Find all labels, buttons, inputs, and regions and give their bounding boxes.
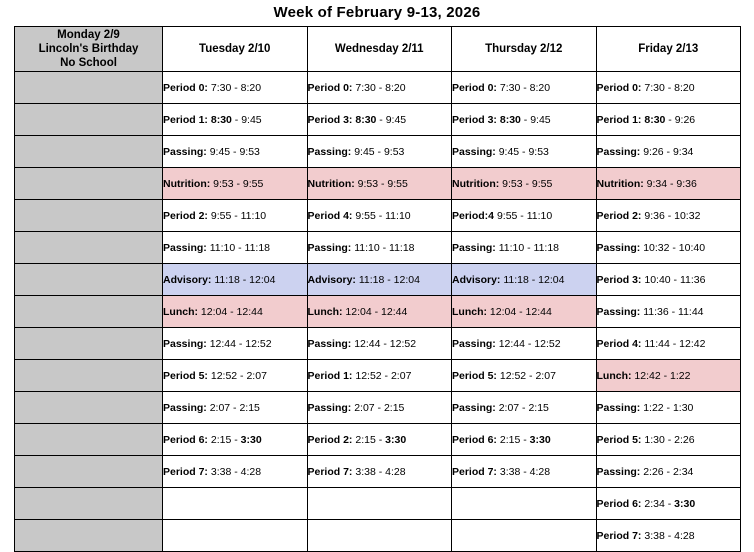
cell-label: Period:4: [452, 209, 497, 222]
cell-time: 10:40 - 11:36: [644, 273, 706, 286]
schedule-cell-monday: [15, 168, 163, 200]
cell-label: Lunch:: [307, 305, 346, 318]
cell-time: 2:15 - 3:30: [210, 433, 262, 446]
schedule-cell-wednesday: [307, 488, 452, 520]
schedule-cell-monday: [15, 424, 163, 456]
schedule-cell-monday: [15, 328, 163, 360]
cell-label: Lunch:: [452, 305, 490, 318]
table-row: [15, 168, 741, 200]
cell-label: Period 0:: [307, 81, 356, 94]
schedule-cell-friday: [596, 232, 741, 264]
table-row: [15, 296, 741, 328]
schedule-cell-friday: [596, 264, 741, 296]
cell-time: 12:44 - 12:52: [209, 337, 272, 350]
cell-label: Passing:: [596, 145, 644, 158]
schedule-cell-tuesday: [163, 328, 308, 360]
cell-time: 3:38 - 4:28: [210, 465, 262, 478]
cell-label: Advisory:: [452, 273, 504, 286]
cell-label: Passing:: [163, 401, 210, 414]
schedule-cell-monday: [15, 200, 163, 232]
cell-label: Lunch:: [163, 305, 201, 318]
cell-time: 3:38 - 4:28: [644, 529, 695, 542]
table-row: [15, 520, 741, 552]
schedule-cell-tuesday: [163, 168, 308, 200]
schedule-cell-tuesday: [163, 104, 308, 136]
schedule-cell-thursday: [452, 360, 597, 392]
schedule-cell-friday: [596, 328, 741, 360]
cell-time: 2:07 - 2:15: [354, 401, 405, 414]
schedule-cell-tuesday: [163, 232, 308, 264]
table-row: [15, 72, 741, 104]
schedule-cell-wednesday: [307, 72, 452, 104]
cell-time: 10:32 - 10:40: [643, 241, 706, 254]
day-header-line: Monday 2/9: [57, 28, 120, 41]
schedule-cell-wednesday: [307, 328, 452, 360]
cell-time: 9:45 - 9:53: [354, 145, 405, 158]
cell-time: 7:30 - 8:20: [355, 81, 406, 94]
cell-time: 3:38 - 4:28: [355, 465, 406, 478]
schedule-cell-wednesday: [307, 264, 452, 296]
cell-label: Period 2:: [596, 209, 645, 222]
schedule-cell-wednesday: [307, 456, 452, 488]
schedule-cell-thursday: [452, 488, 597, 520]
cell-time: 12:04 - 12:44: [345, 305, 408, 318]
cell-time: 8:30 - 9:45: [499, 113, 551, 126]
schedule-cell-friday: [596, 360, 741, 392]
cell-time: 2:07 - 2:15: [209, 401, 260, 414]
cell-time: 2:26 - 2:34: [643, 465, 694, 478]
schedule-cell-friday: [596, 424, 741, 456]
cell-time: 12:04 - 12:44: [200, 305, 263, 318]
cell-time: 9:45 - 9:53: [498, 145, 549, 158]
cell-label: Passing:: [452, 145, 499, 158]
cell-label: Period 4:: [596, 337, 645, 350]
schedule-cell-wednesday: [307, 424, 452, 456]
day-header-tuesday: [163, 27, 308, 72]
cell-label: Passing:: [307, 145, 355, 158]
cell-label: Passing:: [596, 401, 644, 414]
schedule-cell-wednesday: [307, 520, 452, 552]
schedule-cell-tuesday: [163, 520, 308, 552]
schedule-cell-tuesday: [163, 264, 308, 296]
day-header-wednesday: [307, 27, 452, 72]
schedule-cell-friday: [596, 296, 741, 328]
schedule-cell-wednesday: [307, 136, 452, 168]
day-header-line: No School: [60, 57, 117, 69]
day-header-line: Thursday 2/12: [485, 42, 563, 55]
table-body: [15, 72, 741, 552]
cell-label: Period 7:: [452, 465, 500, 478]
weekly-schedule-table: [14, 26, 741, 552]
table-row: [15, 488, 741, 520]
schedule-cell-friday: [596, 72, 741, 104]
schedule-cell-wednesday: [307, 200, 452, 232]
schedule-cell-tuesday: [163, 392, 308, 424]
cell-time: 11:10 - 11:18: [498, 241, 560, 254]
cell-label: Period 7:: [596, 529, 645, 542]
schedule-cell-tuesday: [163, 296, 308, 328]
cell-time: 12:44 - 12:52: [498, 337, 561, 350]
schedule-cell-friday: [596, 200, 741, 232]
cell-label: Passing:: [596, 305, 644, 318]
schedule-cell-thursday: [452, 328, 597, 360]
schedule-cell-tuesday: [163, 360, 308, 392]
header-row: [15, 27, 741, 72]
cell-time: 11:10 - 11:18: [209, 241, 271, 254]
cell-time: 1:22 - 1:30: [643, 401, 694, 414]
cell-label: Period 1:: [307, 369, 356, 382]
schedule-cell-thursday: [452, 168, 597, 200]
cell-label: Passing:: [452, 337, 499, 350]
schedule-cell-thursday: [452, 520, 597, 552]
day-header-line: Friday 2/13: [638, 42, 699, 55]
cell-label: Passing:: [163, 337, 210, 350]
schedule-cell-friday: [596, 520, 741, 552]
schedule-cell-friday: [596, 104, 741, 136]
cell-label: Period 7:: [163, 465, 211, 478]
cell-label: Nutrition:: [596, 177, 647, 190]
cell-time: 9:55 - 11:10: [496, 209, 553, 222]
cell-time: 9:36 - 10:32: [644, 209, 701, 222]
cell-label: Period 6:: [452, 433, 500, 446]
schedule-cell-monday: [15, 296, 163, 328]
cell-time: 2:15 - 3:30: [499, 433, 551, 446]
schedule-cell-thursday: [452, 424, 597, 456]
table-row: [15, 456, 741, 488]
cell-time: 9:53 - 9:55: [357, 177, 408, 190]
cell-label: Period 3:: [596, 273, 645, 286]
cell-label: Period 4:: [307, 209, 356, 222]
schedule-cell-friday: [596, 136, 741, 168]
cell-label: Period 6:: [596, 497, 645, 510]
cell-label: Passing:: [307, 401, 355, 414]
cell-time: 7:30 - 8:20: [210, 81, 262, 94]
cell-label: Period 7:: [307, 465, 356, 478]
schedule-cell-wednesday: [307, 296, 452, 328]
table-row: [15, 136, 741, 168]
cell-label: Period 2:: [307, 433, 356, 446]
cell-time: 8:30 - 9:26: [644, 113, 696, 126]
cell-time: 12:52 - 2:07: [499, 369, 556, 382]
cell-time: 9:55 - 11:10: [210, 209, 267, 222]
cell-label: Advisory:: [307, 273, 359, 286]
table-row: [15, 360, 741, 392]
schedule-cell-thursday: [452, 296, 597, 328]
schedule-cell-wednesday: [307, 168, 452, 200]
cell-time: 12:42 - 1:22: [634, 369, 691, 382]
schedule-cell-wednesday: [307, 360, 452, 392]
cell-time: 2:07 - 2:15: [498, 401, 549, 414]
schedule-cell-friday: [596, 392, 741, 424]
cell-label: Period 5:: [596, 433, 645, 446]
cell-time: 1:30 - 2:26: [644, 433, 695, 446]
cell-label: Passing:: [596, 465, 644, 478]
schedule-cell-tuesday: [163, 200, 308, 232]
cell-time: 11:36 - 11:44: [643, 305, 704, 318]
cell-label: Period 3:: [307, 113, 356, 126]
schedule-cell-thursday: [452, 232, 597, 264]
schedule-cell-monday: [15, 360, 163, 392]
cell-time: 2:34 - 3:30: [644, 497, 696, 510]
schedule-cell-thursday: [452, 392, 597, 424]
cell-time: 12:52 - 2:07: [210, 369, 267, 382]
schedule-cell-monday: [15, 72, 163, 104]
cell-label: Period 3:: [452, 113, 500, 126]
table-row: [15, 104, 741, 136]
cell-time: 11:44 - 12:42: [644, 337, 706, 350]
schedule-cell-wednesday: [307, 232, 452, 264]
cell-time: 7:30 - 8:20: [499, 81, 551, 94]
cell-label: Period 1:: [163, 113, 211, 126]
cell-time: 9:34 - 9:36: [646, 177, 697, 190]
schedule-cell-tuesday: [163, 424, 308, 456]
cell-time: 7:30 - 8:20: [644, 81, 695, 94]
cell-label: Period 5:: [163, 369, 211, 382]
day-header-line: Tuesday 2/10: [199, 42, 271, 55]
schedule-cell-monday: [15, 104, 163, 136]
day-header-line: Lincoln's Birthday: [38, 42, 139, 55]
cell-time: 9:53 - 9:55: [502, 177, 553, 190]
cell-label: Passing:: [163, 145, 210, 158]
schedule-cell-tuesday: [163, 72, 308, 104]
cell-label: Passing:: [163, 241, 210, 254]
schedule-cell-thursday: [452, 456, 597, 488]
table-row: [15, 392, 741, 424]
cell-time: 9:55 - 11:10: [355, 209, 411, 222]
cell-label: Passing:: [452, 401, 499, 414]
cell-time: 12:52 - 2:07: [355, 369, 412, 382]
schedule-cell-thursday: [452, 104, 597, 136]
table-row: [15, 232, 741, 264]
cell-time: 8:30 - 9:45: [210, 113, 262, 126]
cell-time: 11:18 - 12:04: [214, 273, 276, 286]
cell-label: Advisory:: [163, 273, 215, 286]
cell-time: 12:04 - 12:44: [489, 305, 552, 318]
schedule-cell-thursday: [452, 200, 597, 232]
table-header: [15, 27, 741, 72]
cell-label: Nutrition:: [452, 177, 503, 190]
schedule-cell-monday: [15, 232, 163, 264]
schedule-cell-thursday: [452, 264, 597, 296]
cell-label: Period 6:: [163, 433, 211, 446]
schedule-cell-monday: [15, 520, 163, 552]
cell-label: Lunch:: [596, 369, 635, 382]
cell-label: Passing:: [452, 241, 499, 254]
cell-time: 8:30 - 9:45: [355, 113, 407, 126]
schedule-cell-monday: [15, 264, 163, 296]
cell-label: Nutrition:: [163, 177, 214, 190]
cell-time: 2:15 - 3:30: [355, 433, 407, 446]
page-title: Week of February 9-13, 2026: [273, 4, 481, 21]
day-header-monday: [15, 27, 163, 72]
cell-time: 11:18 - 12:04: [503, 273, 565, 286]
schedule-cell-monday: [15, 488, 163, 520]
schedule-cell-tuesday: [163, 488, 308, 520]
schedule-cell-thursday: [452, 72, 597, 104]
cell-time: 3:38 - 4:28: [499, 465, 551, 478]
cell-label: Period 1:: [596, 113, 645, 126]
schedule-cell-monday: [15, 136, 163, 168]
schedule-cell-monday: [15, 456, 163, 488]
table-row: [15, 264, 741, 296]
cell-time: 11:18 - 12:04: [358, 273, 420, 286]
schedule-cell-tuesday: [163, 456, 308, 488]
cell-label: Passing:: [307, 241, 355, 254]
cell-label: Period 0:: [452, 81, 500, 94]
table-row: [15, 424, 741, 456]
day-header-thursday: [452, 27, 597, 72]
cell-time: 12:44 - 12:52: [354, 337, 417, 350]
schedule-cell-wednesday: [307, 392, 452, 424]
cell-label: Period 2:: [163, 209, 211, 222]
schedule-cell-friday: [596, 456, 741, 488]
schedule-cell-thursday: [452, 136, 597, 168]
table-row: [15, 328, 741, 360]
cell-label: Nutrition:: [307, 177, 358, 190]
cell-time: 9:53 - 9:55: [213, 177, 264, 190]
cell-time: 11:10 - 11:18: [354, 241, 415, 254]
schedule-cell-wednesday: [307, 104, 452, 136]
cell-label: Period 0:: [163, 81, 211, 94]
schedule-cell-friday: [596, 488, 741, 520]
day-header-line: Wednesday 2/11: [334, 42, 424, 55]
schedule-cell-monday: [15, 392, 163, 424]
cell-label: Period 0:: [596, 81, 645, 94]
cell-time: 9:45 - 9:53: [209, 145, 260, 158]
cell-label: Passing:: [596, 241, 644, 254]
table-row: [15, 200, 741, 232]
cell-time: 9:26 - 9:34: [643, 145, 694, 158]
cell-label: Period 5:: [452, 369, 500, 382]
schedule-cell-friday: [596, 168, 741, 200]
schedule-cell-tuesday: [163, 136, 308, 168]
cell-label: Passing:: [307, 337, 355, 350]
day-header-friday: [596, 27, 741, 72]
